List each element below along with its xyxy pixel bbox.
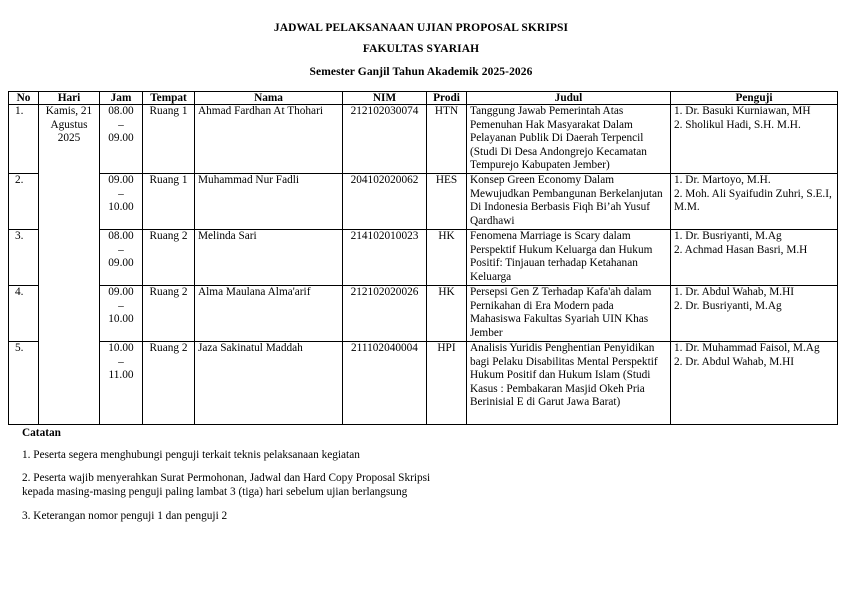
row-no: 3.: [9, 230, 39, 286]
room-cell: Ruang 1: [143, 105, 195, 174]
time-start: 08.00: [108, 105, 134, 117]
name-cell: Alma Maulana Alma'arif: [195, 286, 343, 342]
title-cell: Konsep Green Economy Dalam Mewujudkan Pembangunan Berkelanjutan Di Indonesia Berbasis Fiqh Bi’ah Yusuf Qardhawi: [467, 174, 671, 230]
semester-title: Semester Ganjil Tahun Akademik 2025-2026: [309, 66, 533, 78]
name-cell: Muhammad Nur Fadli: [195, 174, 343, 230]
name-cell: Melinda Sari: [195, 230, 343, 286]
name-cell: Jaza Sakinatul Maddah: [195, 342, 343, 425]
prodi-cell: HTN: [427, 105, 467, 174]
time-cell: [100, 105, 143, 174]
nim-cell: 204102020062: [343, 174, 427, 230]
faculty-title: FAKULTAS SYARIAH: [362, 43, 480, 55]
room-cell: Ruang 2: [143, 230, 195, 286]
time-cell: [100, 230, 143, 286]
time-end: 09.00: [108, 257, 134, 269]
examiner-1: 1. Dr. Busriyanti, M.Ag: [674, 230, 782, 242]
time-end: 10.00: [108, 313, 134, 325]
time-start: 09.00: [108, 286, 134, 298]
col-header-judul: Judul: [467, 92, 671, 105]
table-row: [9, 286, 838, 342]
examiners-cell: [671, 342, 838, 425]
prodi-cell: HK: [427, 230, 467, 286]
col-header-jam: Jam: [100, 92, 143, 105]
note-item: 3. Keterangan nomor penguji 1 dan penguji 2: [22, 510, 228, 522]
time-end: 09.00: [108, 132, 134, 144]
day-cell: Kamis, 21 Agustus 2025: [39, 105, 100, 425]
table-row: [9, 230, 838, 286]
examiner-1: 1. Dr. Abdul Wahab, M.HI: [674, 286, 795, 298]
col-header-no: No: [9, 92, 39, 105]
prodi-cell: HPI: [427, 342, 467, 425]
room-cell: Ruang 2: [143, 286, 195, 342]
notes-heading: Catatan: [22, 427, 61, 439]
prodi-cell: HK: [427, 286, 467, 342]
examiner-1: 1. Dr. Basuki Kurniawan, MH: [674, 105, 811, 117]
nim-cell: 214102010023: [343, 230, 427, 286]
time-start: 08.00: [108, 230, 134, 242]
examiner-2: 2. Dr. Busriyanti, M.Ag: [674, 299, 782, 312]
examiner-2: 2. Moh. Ali Syaifudin Zuhri, S.E.I, M.M.: [674, 187, 832, 213]
room-cell: Ruang 1: [143, 174, 195, 230]
table-header-row: [9, 92, 838, 105]
time-cell: [100, 342, 143, 425]
time-start: 09.00: [108, 174, 134, 186]
nim-cell: 211102040004: [343, 342, 427, 425]
time-end: 10.00: [108, 201, 134, 213]
name-cell: Ahmad Fardhan At Thohari: [195, 105, 343, 174]
examiner-1: 1. Dr. Muhammad Faisol, M.Ag: [674, 342, 820, 354]
col-header-tempat: Tempat: [143, 92, 195, 105]
time-start: 10.00: [108, 342, 134, 354]
note-item: 1. Peserta segera menghubungi penguji terkait teknis pelaksanaan kegiatan: [22, 449, 360, 461]
time-dash: –: [118, 243, 124, 256]
row-no: 5.: [9, 342, 39, 425]
note-item: 2. Peserta wajib menyerahkan Surat Permohonan, Jadwal dan Hard Copy Proposal Skripsi kepada masing-masing penguji paling lambat 3 (tiga) hari sebelum ujian berlangsung: [22, 472, 431, 498]
title-cell: Persepsi Gen Z Terhadap Kafa'ah dalam Pernikahan di Era Modern pada Mahasiswa Fakultas Syariah UIN Khas Jember: [467, 286, 671, 342]
examiner-1: 1. Dr. Martoyo, M.H.: [674, 174, 771, 186]
title-cell: Fenomena Marriage is Scary dalam Perspektif Hukum Keluarga dan Hukum Positif: Tinjauan terhadap Ketahanan Keluarga: [467, 230, 671, 286]
examiners-cell: [671, 286, 838, 342]
examiner-2: 2. Dr. Abdul Wahab, M.HI: [674, 355, 795, 368]
time-cell: [100, 286, 143, 342]
row-no: 2.: [9, 174, 39, 230]
nim-cell: 212102030074: [343, 105, 427, 174]
col-header-hari: Hari: [39, 92, 100, 105]
nim-cell: 212102020026: [343, 286, 427, 342]
col-header-penguji: Penguji: [671, 92, 838, 105]
time-dash: –: [118, 187, 124, 200]
examiner-2: 2. Achmad Hasan Basri, M.H: [674, 243, 808, 256]
col-header-nama: Nama: [195, 92, 343, 105]
schedule-table: [8, 91, 838, 425]
title-cell: Analisis Yuridis Penghentian Penyidikan bagi Pelaku Disabilitas Mental Perspektif Hukum Positif dan Hukum Islam (Studi Kasus : Pembakaran Masjid Okeh Pria Berinisial E di Garut Jawa Barat): [467, 342, 671, 425]
examiner-2: 2. Sholikul Hadi, S.H. M.H.: [674, 118, 801, 131]
document-title: JADWAL PELAKSANAAN UJIAN PROPOSAL SKRIPSI: [273, 22, 569, 34]
row-no: 4.: [9, 286, 39, 342]
time-dash: –: [118, 355, 124, 368]
table-row: [9, 105, 838, 174]
examiners-cell: [671, 230, 838, 286]
examiners-cell: [671, 174, 838, 230]
row-no: 1.: [9, 105, 39, 174]
room-cell: Ruang 2: [143, 342, 195, 425]
prodi-cell: HES: [427, 174, 467, 230]
table-row: [9, 342, 838, 425]
time-end: 11.00: [108, 369, 134, 381]
time-dash: –: [118, 299, 124, 312]
table-row: [9, 174, 838, 230]
time-cell: [100, 174, 143, 230]
examiners-cell: [671, 105, 838, 174]
title-cell: Tanggung Jawab Pemerintah Atas Pemenuhan Hak Masyarakat Dalam Pelayanan Publik Di Daerah Terpencil (Studi Di Desa Andongrejo Kecamatan Tempurejo Kabupaten Jember): [467, 105, 671, 174]
time-dash: –: [118, 118, 124, 131]
col-header-nim: NIM: [343, 92, 427, 105]
col-header-prodi: Prodi: [427, 92, 467, 105]
